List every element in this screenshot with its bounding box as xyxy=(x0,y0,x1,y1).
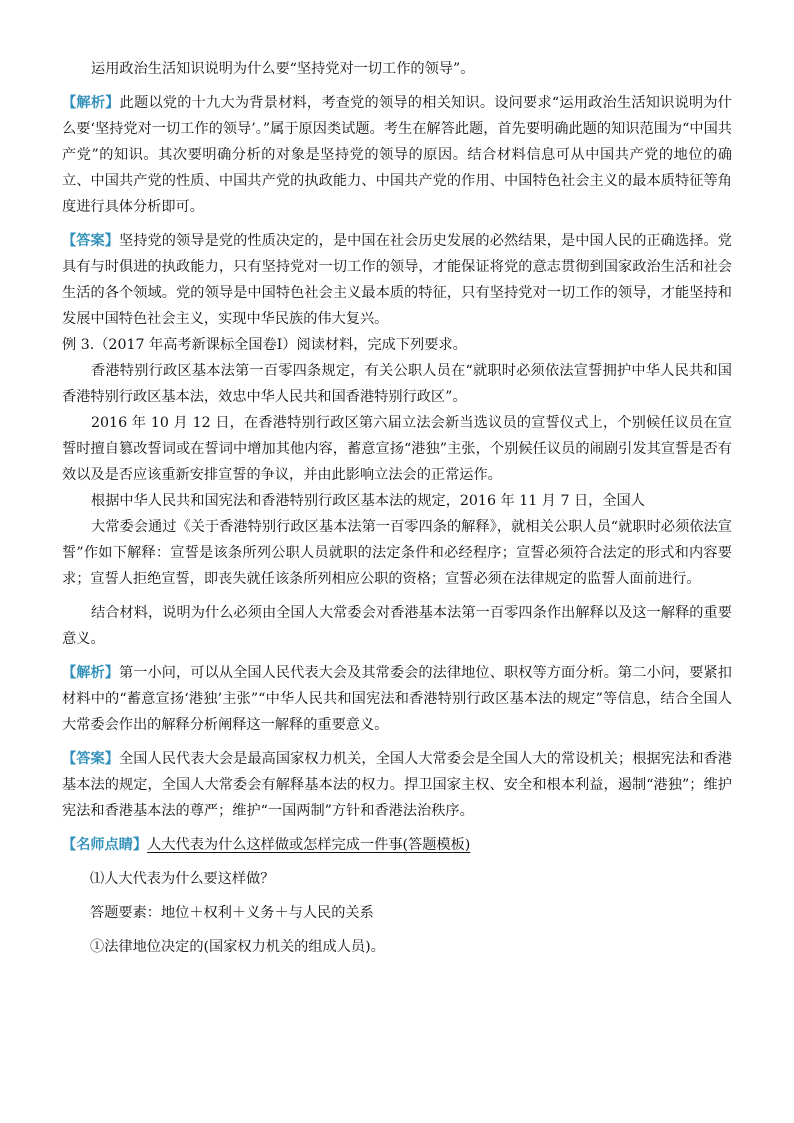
analysis-tag: 【解析】 xyxy=(62,95,120,111)
tips-item-1: ①法律地位决定的(国家权力机关的组成人员)。 xyxy=(90,939,385,955)
question-prompt: 运用政治生活知识说明为什么要“坚持党对一切工作的领导”。 xyxy=(91,61,475,77)
analysis-text: 第一小问，可以从全国人民代表大会及其常委会的法律地位、职权等方面分析。第二小问，要紧扣材料中的“蓄意宣扬‘港独’主张”“中华人民共和国宪法和香港特别行政区基本法的规定”等信息，结合全国人大常委会作出的解释分析阐释这一解释的重要意义。 xyxy=(62,665,732,733)
answer-text: 全国人民代表大会是最高国家权力机关，全国人大常委会是全国人大的常设机关；根据宪法和香港基本法的规定，全国人大常委会有解释基本法的权力。捍卫国家主权、安全和根本利益，遏制“港独”；维护宪法和香港基本法的尊严；维护“一国两制”方针和香港法治秩序。 xyxy=(62,751,732,819)
answer-text: 坚持党的领导是党的性质决定的，是中国在社会历史发展的必然结果，是中国人民的正确选择。党具有与时俱进的执政能力，只有坚持党对一切工作的领导，才能保证将党的意志贯彻到国家政治生活和社会生活的各个领域。党的领导是中国特色社会主义最本质的特征，只有坚持党对一切工作的领导，才能坚持和发展中国特色社会主义，实现中华民族的伟大复兴。 xyxy=(62,233,732,327)
tips-title: 人大代表为什么这样做或怎样完成一件事(答题模板) xyxy=(147,837,471,853)
example-heading: 例 3.（2017 年高考新课标全国卷Ⅰ）阅读材料，完成下列要求。 xyxy=(62,337,467,353)
analysis-text: 此题以党的十九大为背景材料，考查党的领导的相关知识。设问要求“运用政治生活知识说明为什么要‘坚持党对一切工作的领导’。”属于原因类试题。考生在解答此题，首先要明确此题的知识范围为“中国共产党”的知识。其次要明确分析的对象是坚持党的领导的原因。结合材料信息可从中国共产党的地位的确立、中国共产党的性质、中国共产党的执政能力、中国共产党的作用、中国特色社会主义的最本质特征等角度进行具体分析即可。 xyxy=(62,95,732,215)
material-paragraph-1: 香港特别行政区基本法第一百零四条规定，有关公职人员在“就职时必须依法宣誓拥护中华人民共和国香港特别行政区基本法，效忠中华人民共和国香港特别行政区”。 xyxy=(62,363,732,405)
answer-paragraph-2 xyxy=(62,746,732,824)
analysis-paragraph-1 xyxy=(62,90,732,220)
example-question: 结合材料，说明为什么必须由全国人大常委会对香港基本法第一百零四条作出解释以及这一解释的重要意义。 xyxy=(62,605,732,647)
analysis-tag: 【解析】 xyxy=(62,665,120,681)
tips-tag: 【名师点睛】 xyxy=(62,837,148,853)
material-paragraph-4: 大常委会通过《关于香港特别行政区基本法第一百零四条的解释》，就相关公职人员“就职时必须依法宣誓”作如下解释：宣誓是该条所列公职人员就职的法定条件和必经程序；宣誓必须符合法定的形式和内容要求；宣誓人拒绝宣誓，即丧失就任该条所列相应公职的资格；宣誓必须在法律规定的监誓人面前进行。 xyxy=(62,519,732,587)
answer-paragraph-1 xyxy=(62,228,732,332)
analysis-paragraph-2 xyxy=(62,660,732,738)
tips-elements: 答题要素：地位＋权利＋义务＋与人民的关系 xyxy=(90,905,374,921)
material-paragraph-3: 根据中华人民共和国宪法和香港特别行政区基本法的规定，2016 年 11 月 7 日，全国人 xyxy=(91,493,645,509)
answer-tag: 【答案】 xyxy=(62,751,120,767)
tips-question-1: ⑴人大代表为什么要这样做？ xyxy=(90,871,275,887)
tips-heading xyxy=(62,832,732,858)
document-page xyxy=(62,56,732,960)
material-paragraph-2: 2016 年 10 月 12 日，在香港特别行政区第六届立法会新当选议员的宣誓仪式上，个别候任议员在宣誓时擅自篡改誓词或在誓词中增加其他内容，蓄意宣扬“港独”主张，个别候任议员的闹剧引发其宣誓是否有效以及是否应该重新安排宣誓的争议，并由此影响立法会的正常运作。 xyxy=(62,415,732,483)
answer-tag: 【答案】 xyxy=(62,233,120,249)
